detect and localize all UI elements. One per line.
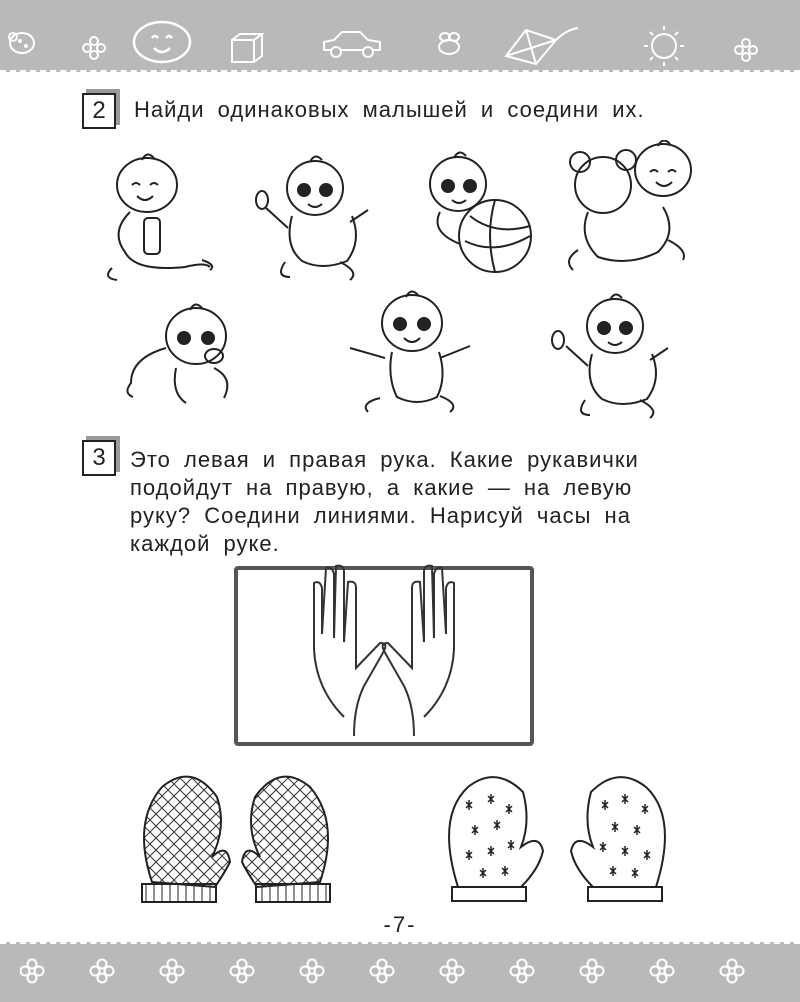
task-3-line-3: руку? Соедини линиями. Нарисуй часы на — [130, 503, 631, 528]
footer-band — [0, 942, 800, 1002]
bee-icon — [434, 30, 464, 58]
right-hand — [383, 566, 454, 736]
ladybug-icon — [4, 28, 40, 56]
hands-illustration — [234, 566, 534, 748]
patterned-mitten-right — [240, 772, 340, 912]
kite-icon — [500, 22, 580, 66]
baby-with-pacifier-crawling — [118, 298, 248, 418]
baby-with-rattle-duplicate — [540, 288, 680, 423]
baby-face-icon — [130, 14, 194, 64]
header-band — [0, 0, 800, 72]
car-icon — [320, 28, 384, 62]
baby-with-ball — [410, 146, 550, 281]
task-3-line-1: Это левая и правая рука. Какие рукавички — [130, 447, 639, 472]
flower-icon — [734, 38, 758, 62]
star-mitten-right — [566, 772, 678, 912]
task-3-line-2: подойдут на правую, а какие — на левую — [130, 475, 633, 500]
page-number: -7- — [383, 912, 417, 937]
task-2-instruction: Найди одинаковых малышей и соедини их. — [134, 97, 645, 122]
task-3-number: 3 — [82, 440, 116, 476]
flower-icon — [82, 36, 106, 60]
patterned-mitten-left — [132, 772, 232, 912]
flower-row-icon — [20, 958, 780, 988]
baby-sitting — [340, 288, 480, 418]
task-2-number: 2 — [82, 93, 116, 129]
task-3-line-4: каждой руке. — [130, 531, 280, 556]
sun-icon — [640, 24, 688, 68]
baby-with-teddy-bear — [558, 140, 708, 275]
left-hand — [314, 566, 385, 736]
baby-with-bottle — [92, 150, 232, 285]
toy-block-icon — [228, 32, 264, 64]
star-mitten-left — [436, 772, 548, 912]
baby-with-rattle — [240, 150, 380, 285]
